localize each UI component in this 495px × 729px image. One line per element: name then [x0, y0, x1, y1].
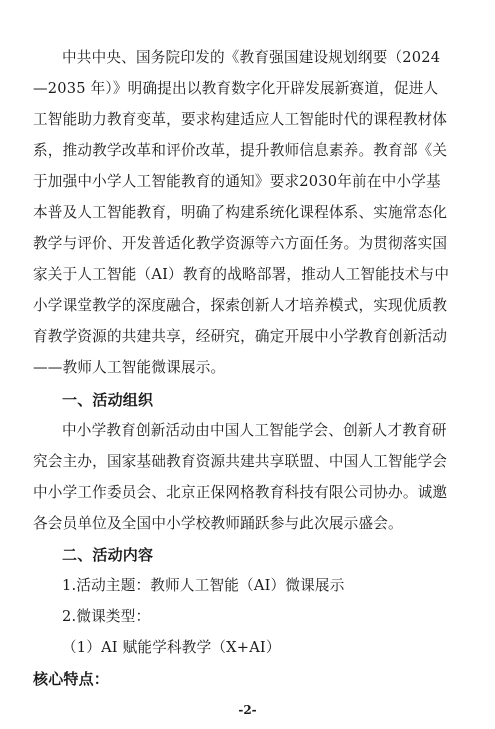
paragraph-1-line-4: 系，推动教学改革和评价改革，提升教师信息素养。教育部《关 — [33, 142, 448, 159]
paragraph-1-line-6: 本普及人工智能教育，明确了构建系统化课程体系、实施常态化 — [33, 204, 448, 221]
paragraph-1-line-1: 中共中央、国务院印发的《教育强国建设规划纲要（2024 — [62, 49, 441, 66]
microcourse-type-item: 2.微课类型： — [62, 608, 151, 625]
paragraph-1-line-7: 教学与评价、开发普适化教学资源等六方面任务。为贯彻落实国 — [33, 235, 448, 252]
paragraph-2-line-4: 各会员单位及全国中小学校教师踊跃参与此次展示盛会。 — [33, 515, 403, 532]
paragraph-1-line-10: 育教学资源的共建共享，经研究，确定开展中小学教育创新活动 — [33, 328, 448, 345]
section-heading-organization: 一、活动组织 — [62, 391, 154, 409]
section-heading-content: 二、活动内容 — [62, 546, 154, 564]
page-number: -2- — [238, 703, 257, 717]
paragraph-1-line-2: —2035 年）》明确提出以教育数字化开辟发展新赛道，促进人 — [33, 80, 439, 97]
paragraph-2-line-3: 中小学工作委员会、北京正保网格教育科技有限公司协办。诚邀 — [33, 484, 448, 501]
paragraph-2-line-1: 中小学教育创新活动由中国人工智能学会、创新人才教育研 — [62, 422, 447, 439]
paragraph-1-line-5: 于加强中小学人工智能教育的通知》要求2030年前在中小学基 — [33, 173, 441, 190]
paragraph-1-line-9: 小学课堂教学的深度融合，探索创新人才培养模式，实现优质教 — [33, 297, 448, 314]
paragraph-1-line-3: 工智能助力教育变革，要求构建适应人工智能时代的课程教材体 — [33, 111, 448, 128]
paragraph-1-line-11: ——教师人工智能微课展示。 — [33, 359, 226, 376]
paragraph-1-line-8: 家关于人工智能（AI）教育的战略部署，推动人工智能技术与中 — [33, 266, 450, 283]
ai-subject-teaching-item: （1）AI 赋能学科教学（X+AI） — [62, 639, 281, 656]
core-features-label: 核心特点： — [33, 670, 110, 688]
activity-theme-item: 1.活动主题：教师人工智能（AI）微课展示 — [62, 577, 345, 594]
paragraph-2-line-2: 究会主办，国家基础教育资源共建共享联盟、中国人工智能学会 — [33, 453, 448, 470]
